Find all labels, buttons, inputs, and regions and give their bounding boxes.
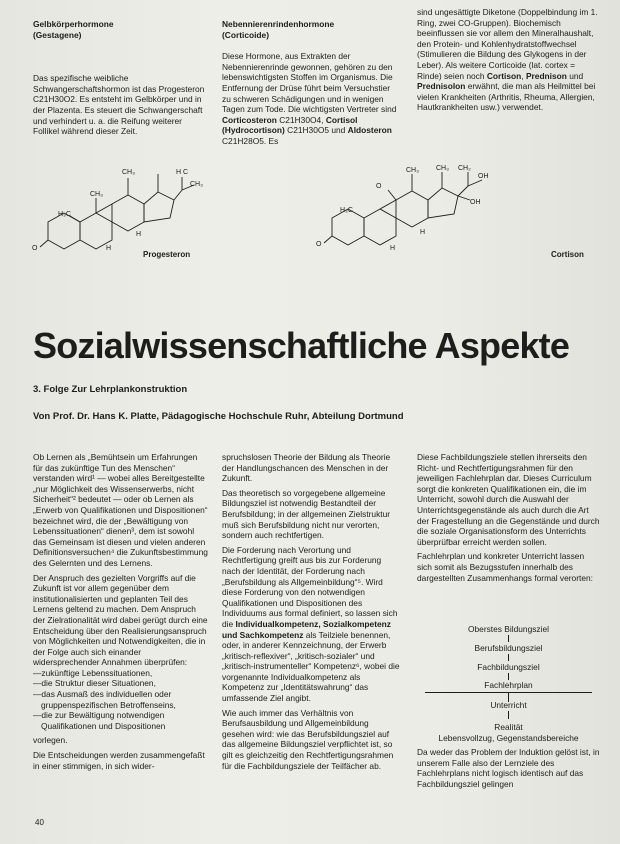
body-paragraph: Diese Fachbildungsziele stellen ihrerseits den Richt- und Rechtfertigungsrahmen für den jeweiligen Fachlehrplan dar. Dieses Curriculum sorgt die konkreten Qualifikationen ein, die im Unterricht, sowohl durch die Auswahl der Unterrichtsgegenstände als auch durch die Art der Fragestellung an die Gegenstände und durch die soziale Organisationsform des Unterrichts überprüfbar erreicht werden sollen. bbox=[417, 452, 600, 547]
cortisol-continuation bbox=[417, 7, 600, 113]
svg-text:CH₃: CH₃ bbox=[122, 169, 135, 176]
body-paragraph: spruchslosen Theorie der Bildung als Theorie der Handlungschancen des Menschen in der Zukunft. bbox=[222, 452, 391, 484]
scheme-level: Oberstes Bildungsziel bbox=[468, 624, 549, 634]
svg-text:O: O bbox=[376, 183, 382, 190]
scheme-level: Fachbildungsziel bbox=[477, 662, 540, 672]
progesteron-structure bbox=[30, 152, 220, 264]
svg-text:H C: H C bbox=[176, 169, 189, 176]
svg-text:CH₃: CH₃ bbox=[436, 165, 449, 172]
curriculum-scheme bbox=[417, 624, 600, 724]
body-paragraph: Das theoretisch so vorgegebene allgemeine Bildungsziel ist notwendig Bestandteil der Berufsbildung; in der allgemeinen Zielstruktur muß sich Berufsbildung nicht nur verorten, sondern auch rechtfertigen. bbox=[222, 487, 391, 541]
corticoide-text: Diese Hormone, aus Extrakten der Nebennierenrinde gewonnen, gehören zu den lebenswichtigsten Stoffen im Organismus. Die Entfernung der Drüse führt beim Versuchstier zu schweren Schädigungen und in wenigen Tagen zum Tode. Die wichtigsten Vertreter sind Corticosteron C21H30O4, Cortisol (Hydrocortison) C21H30O5 und Aldosteron C21H28O5. Es bbox=[222, 51, 397, 146]
progesteron-label: Progesteron bbox=[143, 250, 191, 259]
body-paragraph: Ob Lernen als „Bemühtsein um Erfahrungen für das zukünftige Tun des Menschen“ verstanden wird¹ — wobei alles Bereitgestellte „nur Möglichkeit des Wissenserwerbs, nicht Sicherheit“² bedeutet — oder ob Lernen als „Erwerb von Qualifikationen und Dispositionen“ bezeichnet wird, die der „Bewältigung von Lebenssituationen“ dienen³, dem ist sowohl das Gemeinsam ist diesen und vielen anderen Definitionsversuchen⁴ die Zukunftsbestimmung des Gelernten und des Lernens. bbox=[33, 452, 208, 568]
svg-text:H₃C: H₃C bbox=[340, 207, 353, 214]
list-item: —das Ausmaß des individuellen oder gruppenspezifischen Betroffenseins, bbox=[33, 689, 176, 710]
body-paragraph: Der Anspruch des gezielten Vorgriffs auf die Zukunft ist vor allem gegenüber dem institutionalisierten und geplanten Teil des Lernens geltend zu machen. Dem Anspruch der Zielrationalität wird dabei gerügt durch eine Entscheidung über den Realisierungsanspruch von Möglichkeiten und Notwendigkeiten, die in der Folge auch sich einander widersprechender Annahmen überprüfen: bbox=[33, 572, 208, 668]
scheme-level: Fachlehrplan bbox=[484, 680, 533, 690]
body-paragraph: Die Forderung nach Verortung und Rechtfertigung greift aus bis zur Forderung nach der Identität, der Forderung nach „Berufsbildung als Allgemeinbildung“⁵. Wird diese Forderung von den notwendigen Qualifikationen und Dispositionen des Individuums aus formal definiert, so lassen sich die Individualkompetenz, Sozialkompetenz und Sachkompetenz als Teilziele benennen, oder, in anderer Kennzeichnung, der Erwerb „kritisch-reflexiver“, „kritisch-sozialer“ und „kritisch-instrumenteller“ Kompetenz⁶, wobei die vorgenannte Individualkompetenz als Kompetenz zur „Identitätswahrung“ das umfassende Ziel angibt. bbox=[222, 544, 400, 704]
svg-text:CH₂: CH₂ bbox=[458, 165, 471, 172]
gestagene-heading: Gelbkörperhormone bbox=[33, 19, 114, 29]
article-title: Sozialwissenschaftliche Aspekte bbox=[33, 325, 570, 366]
svg-text:OH: OH bbox=[470, 199, 481, 206]
svg-text:CH₃: CH₃ bbox=[90, 191, 103, 198]
body-column-1 bbox=[33, 452, 209, 771]
svg-text:H: H bbox=[136, 231, 142, 238]
page-number: 40 bbox=[35, 818, 44, 827]
gestagene-text: Das spezifische weibliche Schwangerschaftshormon ist das Progesteron C21H30O2. Es entsteht im Gelbkörper und in der Plazenta. Es steuert die Schwangerschaft und verhindert u. a. die Reifung weiterer Follikel während dieser Zeit. bbox=[33, 73, 205, 137]
corticoide-section bbox=[222, 19, 400, 147]
svg-text:O: O bbox=[316, 241, 322, 248]
svg-text:H₃C: H₃C bbox=[58, 211, 71, 218]
cortisol-text: sind ungesättigte Diketone (Doppelbindung im 1. Ring, zwei CO-Gruppen). Biochemisch beeinflussen sie vor allem den Mineralhaushalt, den Protein- und Kohlenhydratstoffwechsel (Stimulieren die Bildung des Glykogens in der Leber). Als weitere Corticoide (lat. cortex = Rinde) seien noch Cortison, Prednison und Prednisolon erwähnt, die man als Heilmittel bei vielen Krankheiten (Arthritis, Rheuma, Allergien, Hautkrankheiten usw.) verwendet. bbox=[417, 7, 598, 113]
corticoide-subheading: (Corticoide) bbox=[222, 29, 269, 40]
article-subtitle: 3. Folge Zur Lehrplankonstruktion bbox=[33, 384, 188, 395]
cortison-label: Cortison bbox=[551, 250, 584, 259]
gestagene-section bbox=[33, 19, 205, 137]
scheme-level: Lebensvollzug, Gegenstandsbereiche bbox=[438, 732, 579, 743]
body-paragraph: Die Entscheidungen werden zusammengefaßt in einer stimmigen, in sich wider- bbox=[33, 750, 205, 771]
corticoide-heading: Nebennierenrindenhormone bbox=[222, 19, 335, 29]
svg-text:H: H bbox=[390, 245, 396, 252]
body-column-3 bbox=[417, 452, 600, 583]
svg-text:OH: OH bbox=[478, 173, 489, 180]
list-item: —die zur Bewältigung notwendigen Qualifikationen und Dispositionen bbox=[33, 710, 166, 731]
gestagene-subheading: (Gestagene) bbox=[33, 29, 82, 40]
body-paragraph: Da weder das Problem der Induktion gelöst ist, in unserem Falle also der Lernziele des Fachlehrplans nicht logisch identisch auf das Fachbildungsziel gelingen bbox=[417, 747, 600, 789]
article-author: Von Prof. Dr. Hans K. Platte, Pädagogische Hochschule Ruhr, Abteilung Dortmund bbox=[33, 411, 404, 422]
scheme-level: Realität bbox=[494, 722, 523, 732]
scheme-bottom bbox=[417, 722, 600, 790]
svg-text:CH₃: CH₃ bbox=[190, 181, 203, 188]
svg-text:H: H bbox=[106, 245, 112, 252]
svg-text:O: O bbox=[32, 245, 38, 252]
body-paragraph: vorlegen. bbox=[33, 735, 68, 746]
scheme-level: Berufsbildungsziel bbox=[474, 643, 543, 653]
body-paragraph: Wie auch immer das Verhältnis von Berufsausbildung und Allgemeinbildung gesehen wird: wie das Berufsbildungsziel auf das allgemeine Bildungsziel verpflichtet ist, so gilt es gleichzeitig den Rechtfertigungsrahmen für die Fachbildungsziele der Teilfächer ab. bbox=[222, 707, 394, 771]
svg-text:H: H bbox=[420, 229, 426, 236]
scheme-level: Unterricht bbox=[490, 700, 527, 710]
cortison-structure bbox=[310, 152, 510, 264]
list-item: —die Struktur dieser Situationen, bbox=[33, 678, 156, 689]
svg-text:CH₃: CH₃ bbox=[406, 167, 419, 174]
list-item: —zukünftige Lebenssituationen, bbox=[33, 667, 153, 678]
body-paragraph: Fachlehrplan und konkreter Unterricht lassen sich somit als Bezugsstufen innerhalb des dargestellten Zusammenhangs formal verorten: bbox=[417, 551, 593, 583]
body-column-2 bbox=[222, 452, 400, 771]
